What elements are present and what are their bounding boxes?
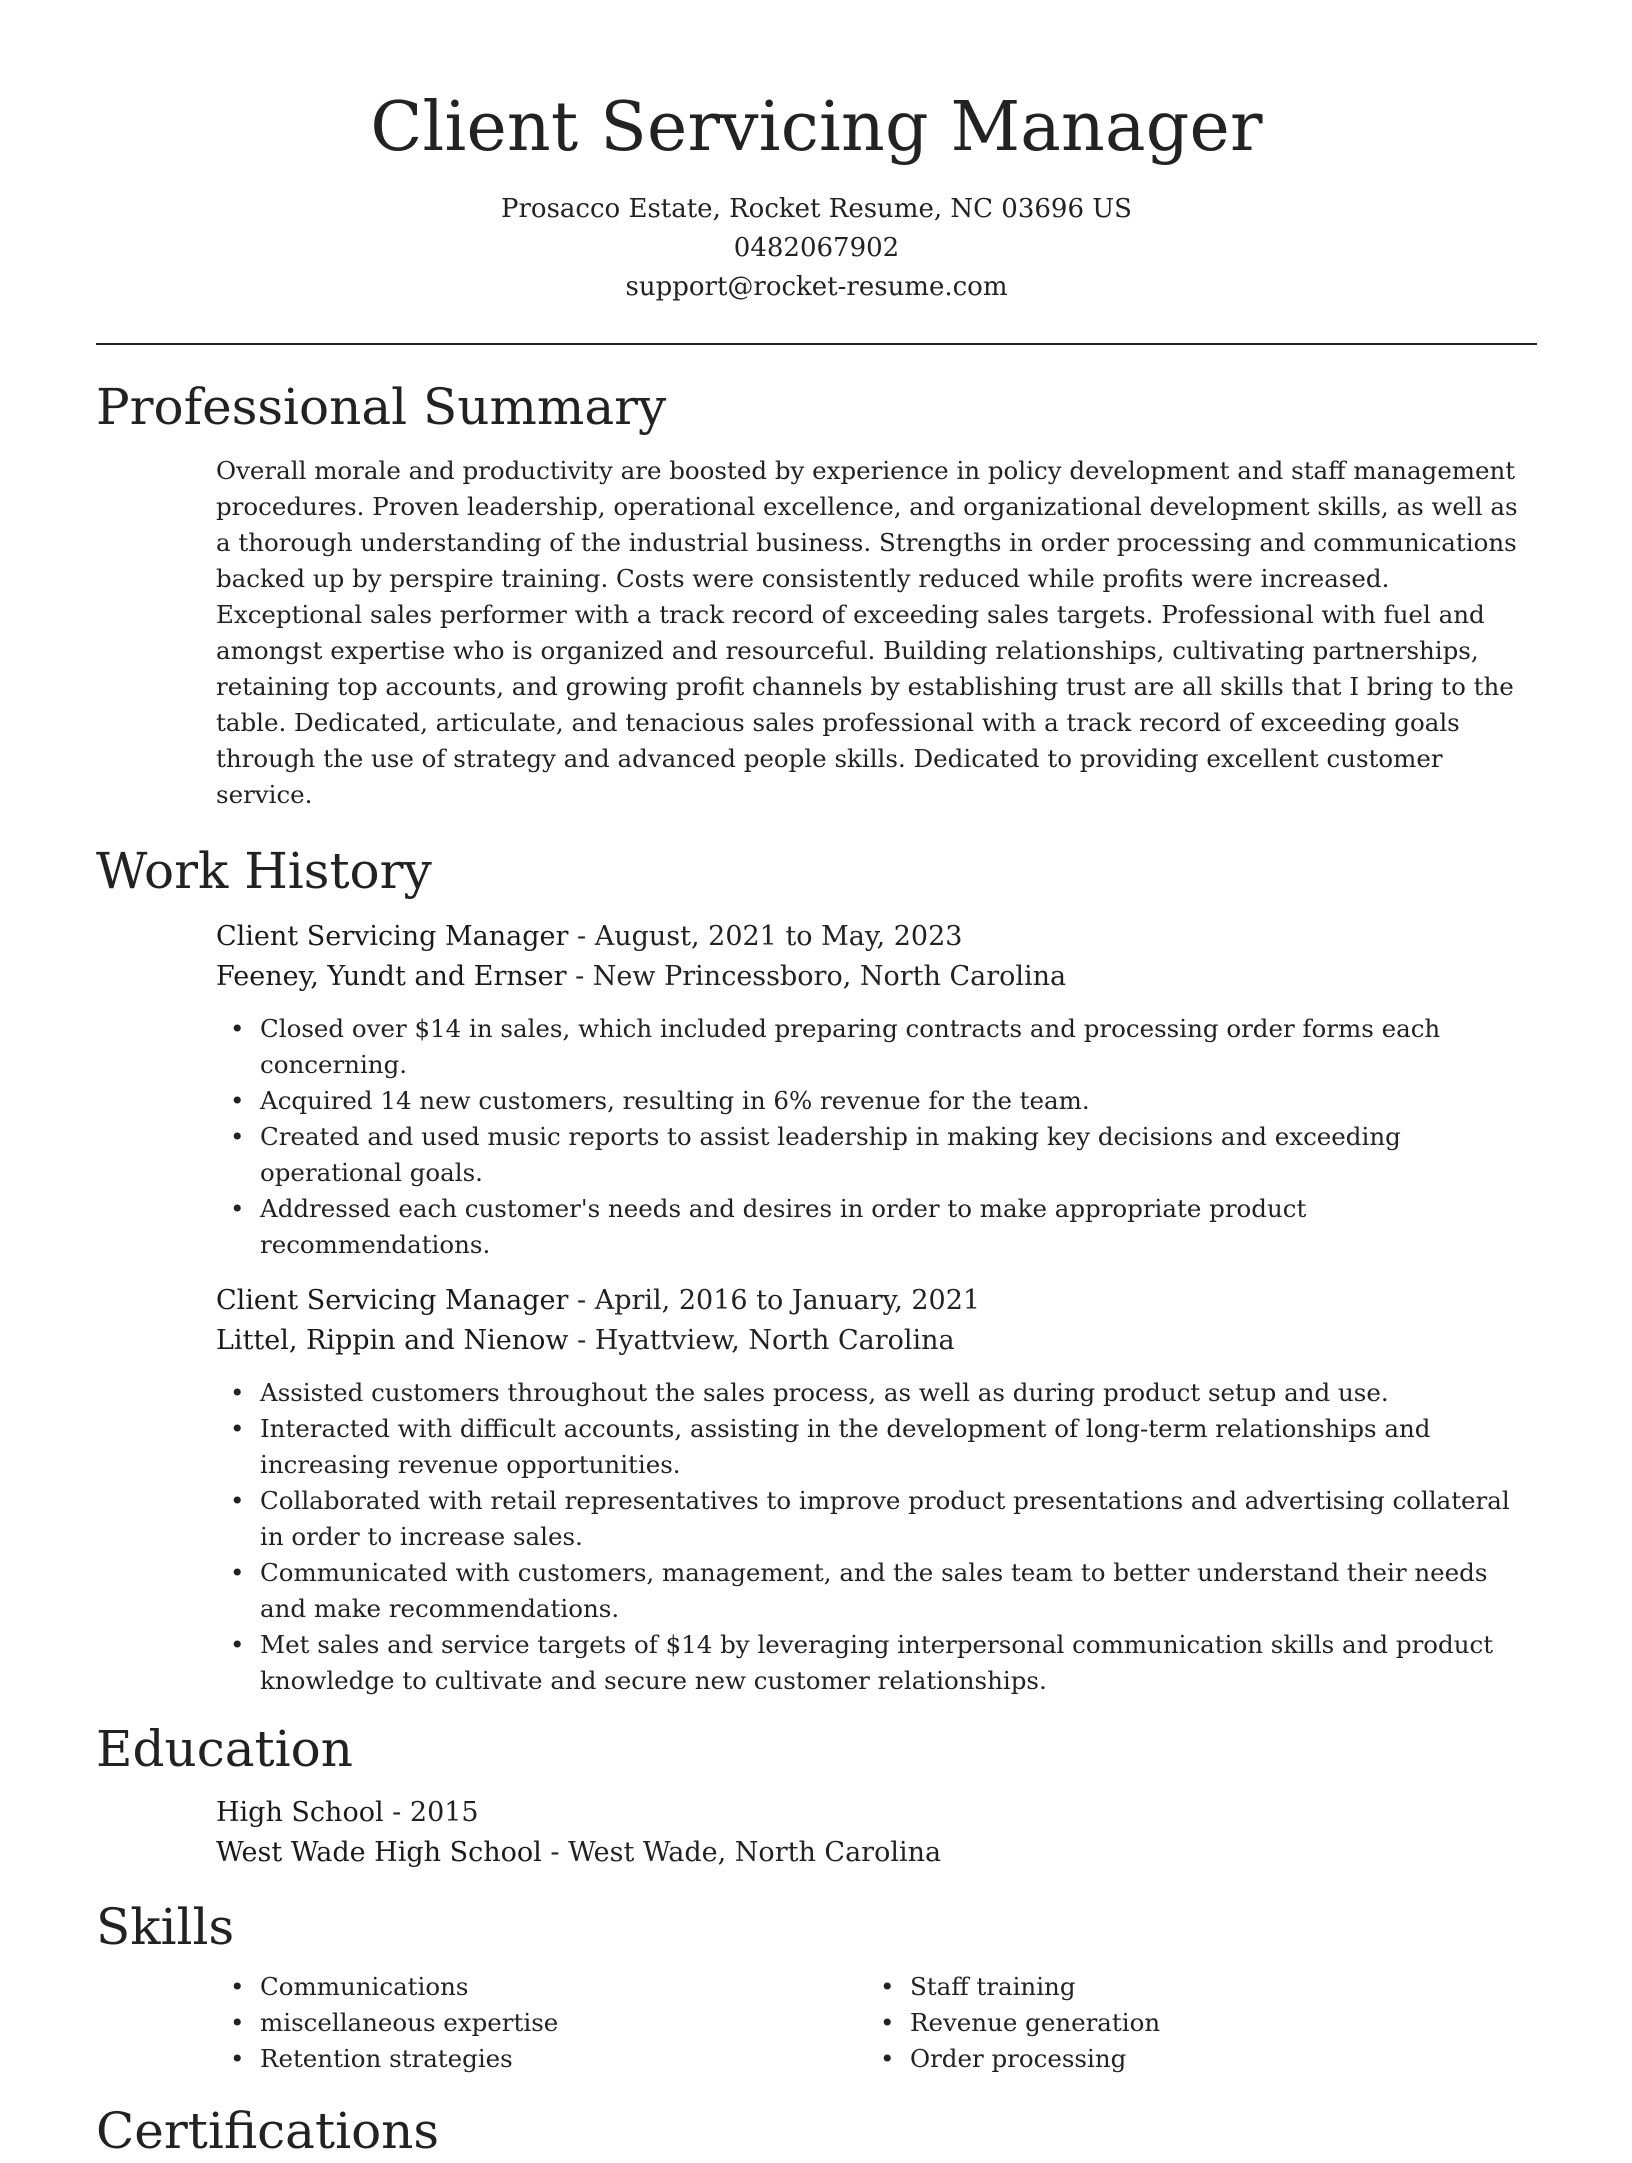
job-entry <box>216 1281 1537 1699</box>
list-item <box>880 2041 1516 2077</box>
phone-line: 0482067902 <box>733 233 900 263</box>
resume-page <box>96 0 1537 2163</box>
list-item <box>230 2005 866 2041</box>
skill-text: Staff training <box>910 1972 1076 2001</box>
bullet-text: Acquired 14 new customers, resulting in 6% revenue for the team. <box>260 1086 1090 1115</box>
list-item <box>230 1011 1537 1083</box>
bullet-text: Assisted customers throughout the sales process, as well as during product setup and use. <box>260 1378 1389 1407</box>
education-school-line <box>216 1833 1537 1873</box>
list-item <box>230 1411 1537 1483</box>
skills-column-left <box>216 1969 866 2077</box>
section-title-education: Education <box>96 1720 353 1778</box>
job-role-line <box>216 917 1537 957</box>
bullet-icon: • <box>230 1378 245 1407</box>
list-item <box>230 1083 1537 1119</box>
job-dates: August, 2021 to May, 2023 <box>594 921 963 952</box>
job-role-line <box>216 1281 1537 1321</box>
skill-text: Retention strategies <box>260 2044 513 2073</box>
list-item <box>230 1375 1537 1411</box>
job-entry <box>216 917 1537 1263</box>
bullet-text: Collaborated with retail representatives to improve product presentations and advertising collateral in order to increase sales. <box>260 1486 1510 1551</box>
bullet-icon: • <box>230 1558 245 1587</box>
education-degree-line <box>216 1793 1537 1833</box>
summary-text: Overall morale and productivity are boosted by experience in policy development and staff management procedures. Proven leadership, operational excellence, and organizational development skills, as well as a thorough understanding of the industrial business. Strengths in order processing and communications backed up by perspire training. Costs were consistently reduced while profits were increased. Exceptional sales performer with a track record of exceeding sales targets. Professional with fuel and amongst expertise who is organized and resourceful. Building relationships, cultivating partnerships, retaining top accounts, and growing profit channels by establishing trust are all skills that I bring to the table. Dedicated, articulate, and tenacious sales professional with a track record of exceeding goals through the use of strategy and advanced people skills. Dedicated to providing excellent customer service. <box>216 456 1518 809</box>
skills-list <box>866 1969 1516 2077</box>
bullet-icon: • <box>230 2008 245 2037</box>
bullet-icon: • <box>230 1086 245 1115</box>
list-item <box>230 1555 1537 1627</box>
skills-section <box>216 1969 1537 2077</box>
skills-column-right <box>866 1969 1516 2077</box>
candidate-name: Client Servicing Manager <box>370 88 1263 167</box>
skill-text: Order processing <box>910 2044 1127 2073</box>
education-degree: High School <box>216 1797 384 1828</box>
separator: - <box>568 1325 595 1356</box>
resume-header <box>96 0 1537 307</box>
skill-text: Communications <box>260 1972 469 2001</box>
job-company-line <box>216 957 1537 997</box>
list-item <box>880 1969 1516 2005</box>
job-company-line <box>216 1321 1537 1361</box>
job-company: Littel, Rippin and Nienow <box>216 1325 569 1356</box>
separator: - <box>541 1837 569 1868</box>
bullet-text: Interacted with difficult accounts, assisting in the development of long-term relationships and increasing revenue opportunities. <box>260 1414 1431 1479</box>
bullet-text: Created and used music reports to assist leadership in making key decisions and exceeding operational goals. <box>260 1122 1401 1187</box>
bullet-icon: • <box>230 2044 245 2073</box>
job-bullets <box>216 1375 1537 1699</box>
bullet-icon: • <box>230 1194 245 1223</box>
bullet-icon: • <box>880 2044 895 2073</box>
education-school: West Wade High School <box>216 1837 542 1868</box>
list-item <box>880 2005 1516 2041</box>
bullet-icon: • <box>230 1630 245 1659</box>
work-history-section <box>216 917 1537 1699</box>
job-location: Hyattview, North Carolina <box>594 1325 955 1356</box>
bullet-text: Communicated with customers, management, and the sales team to better understand their needs and make recommendations. <box>260 1558 1488 1623</box>
bullet-text: Closed over $14 in sales, which included preparing contracts and processing order forms each concerning. <box>260 1014 1441 1079</box>
header-divider <box>96 343 1537 345</box>
bullet-icon: • <box>230 1972 245 2001</box>
separator: - <box>568 1285 595 1316</box>
summary-section <box>216 453 1537 813</box>
bullet-icon: • <box>230 1414 245 1443</box>
skill-text: miscellaneous expertise <box>260 2008 559 2037</box>
list-item <box>230 1969 866 2005</box>
bullet-text: Met sales and service targets of $14 by leveraging interpersonal communication skills and product knowledge to cultivate and secure new customer relationships. <box>260 1630 1494 1695</box>
list-item <box>230 2041 866 2077</box>
email-line: support@rocket-resume.com <box>625 272 1008 302</box>
separator: - <box>566 961 593 992</box>
list-item <box>230 1119 1537 1191</box>
list-item <box>230 1483 1537 1555</box>
bullet-icon: • <box>880 1972 895 2001</box>
list-item <box>230 1627 1537 1699</box>
education-location: West Wade, North Carolina <box>568 1837 942 1868</box>
education-section <box>216 1793 1537 1873</box>
skills-list <box>216 1969 866 2077</box>
section-title-certifications: Certifications <box>96 2102 440 2160</box>
section-title-skills: Skills <box>96 1898 235 1956</box>
bullet-icon: • <box>230 1014 245 1043</box>
bullet-icon: • <box>880 2008 895 2037</box>
job-role: Client Servicing Manager <box>216 921 569 952</box>
job-dates: April, 2016 to January, 2021 <box>594 1285 981 1316</box>
education-year: 2015 <box>409 1797 479 1828</box>
separator: - <box>383 1797 410 1828</box>
list-item <box>230 1191 1537 1263</box>
job-company: Feeney, Yundt and Ernser <box>216 961 567 992</box>
section-title-work-history: Work History <box>96 842 432 900</box>
bullet-icon: • <box>230 1486 245 1515</box>
bullet-icon: • <box>230 1122 245 1151</box>
address-line: Prosacco Estate, Rocket Resume, NC 03696 US <box>501 194 1132 224</box>
job-bullets <box>216 1011 1537 1263</box>
skill-text: Revenue generation <box>910 2008 1161 2037</box>
job-location: New Princessboro, North Carolina <box>592 961 1067 992</box>
bullet-text: Addressed each customer's needs and desires in order to make appropriate product recommendations. <box>260 1194 1307 1259</box>
job-role: Client Servicing Manager <box>216 1285 569 1316</box>
section-title-summary: Professional Summary <box>96 378 667 436</box>
separator: - <box>568 921 595 952</box>
